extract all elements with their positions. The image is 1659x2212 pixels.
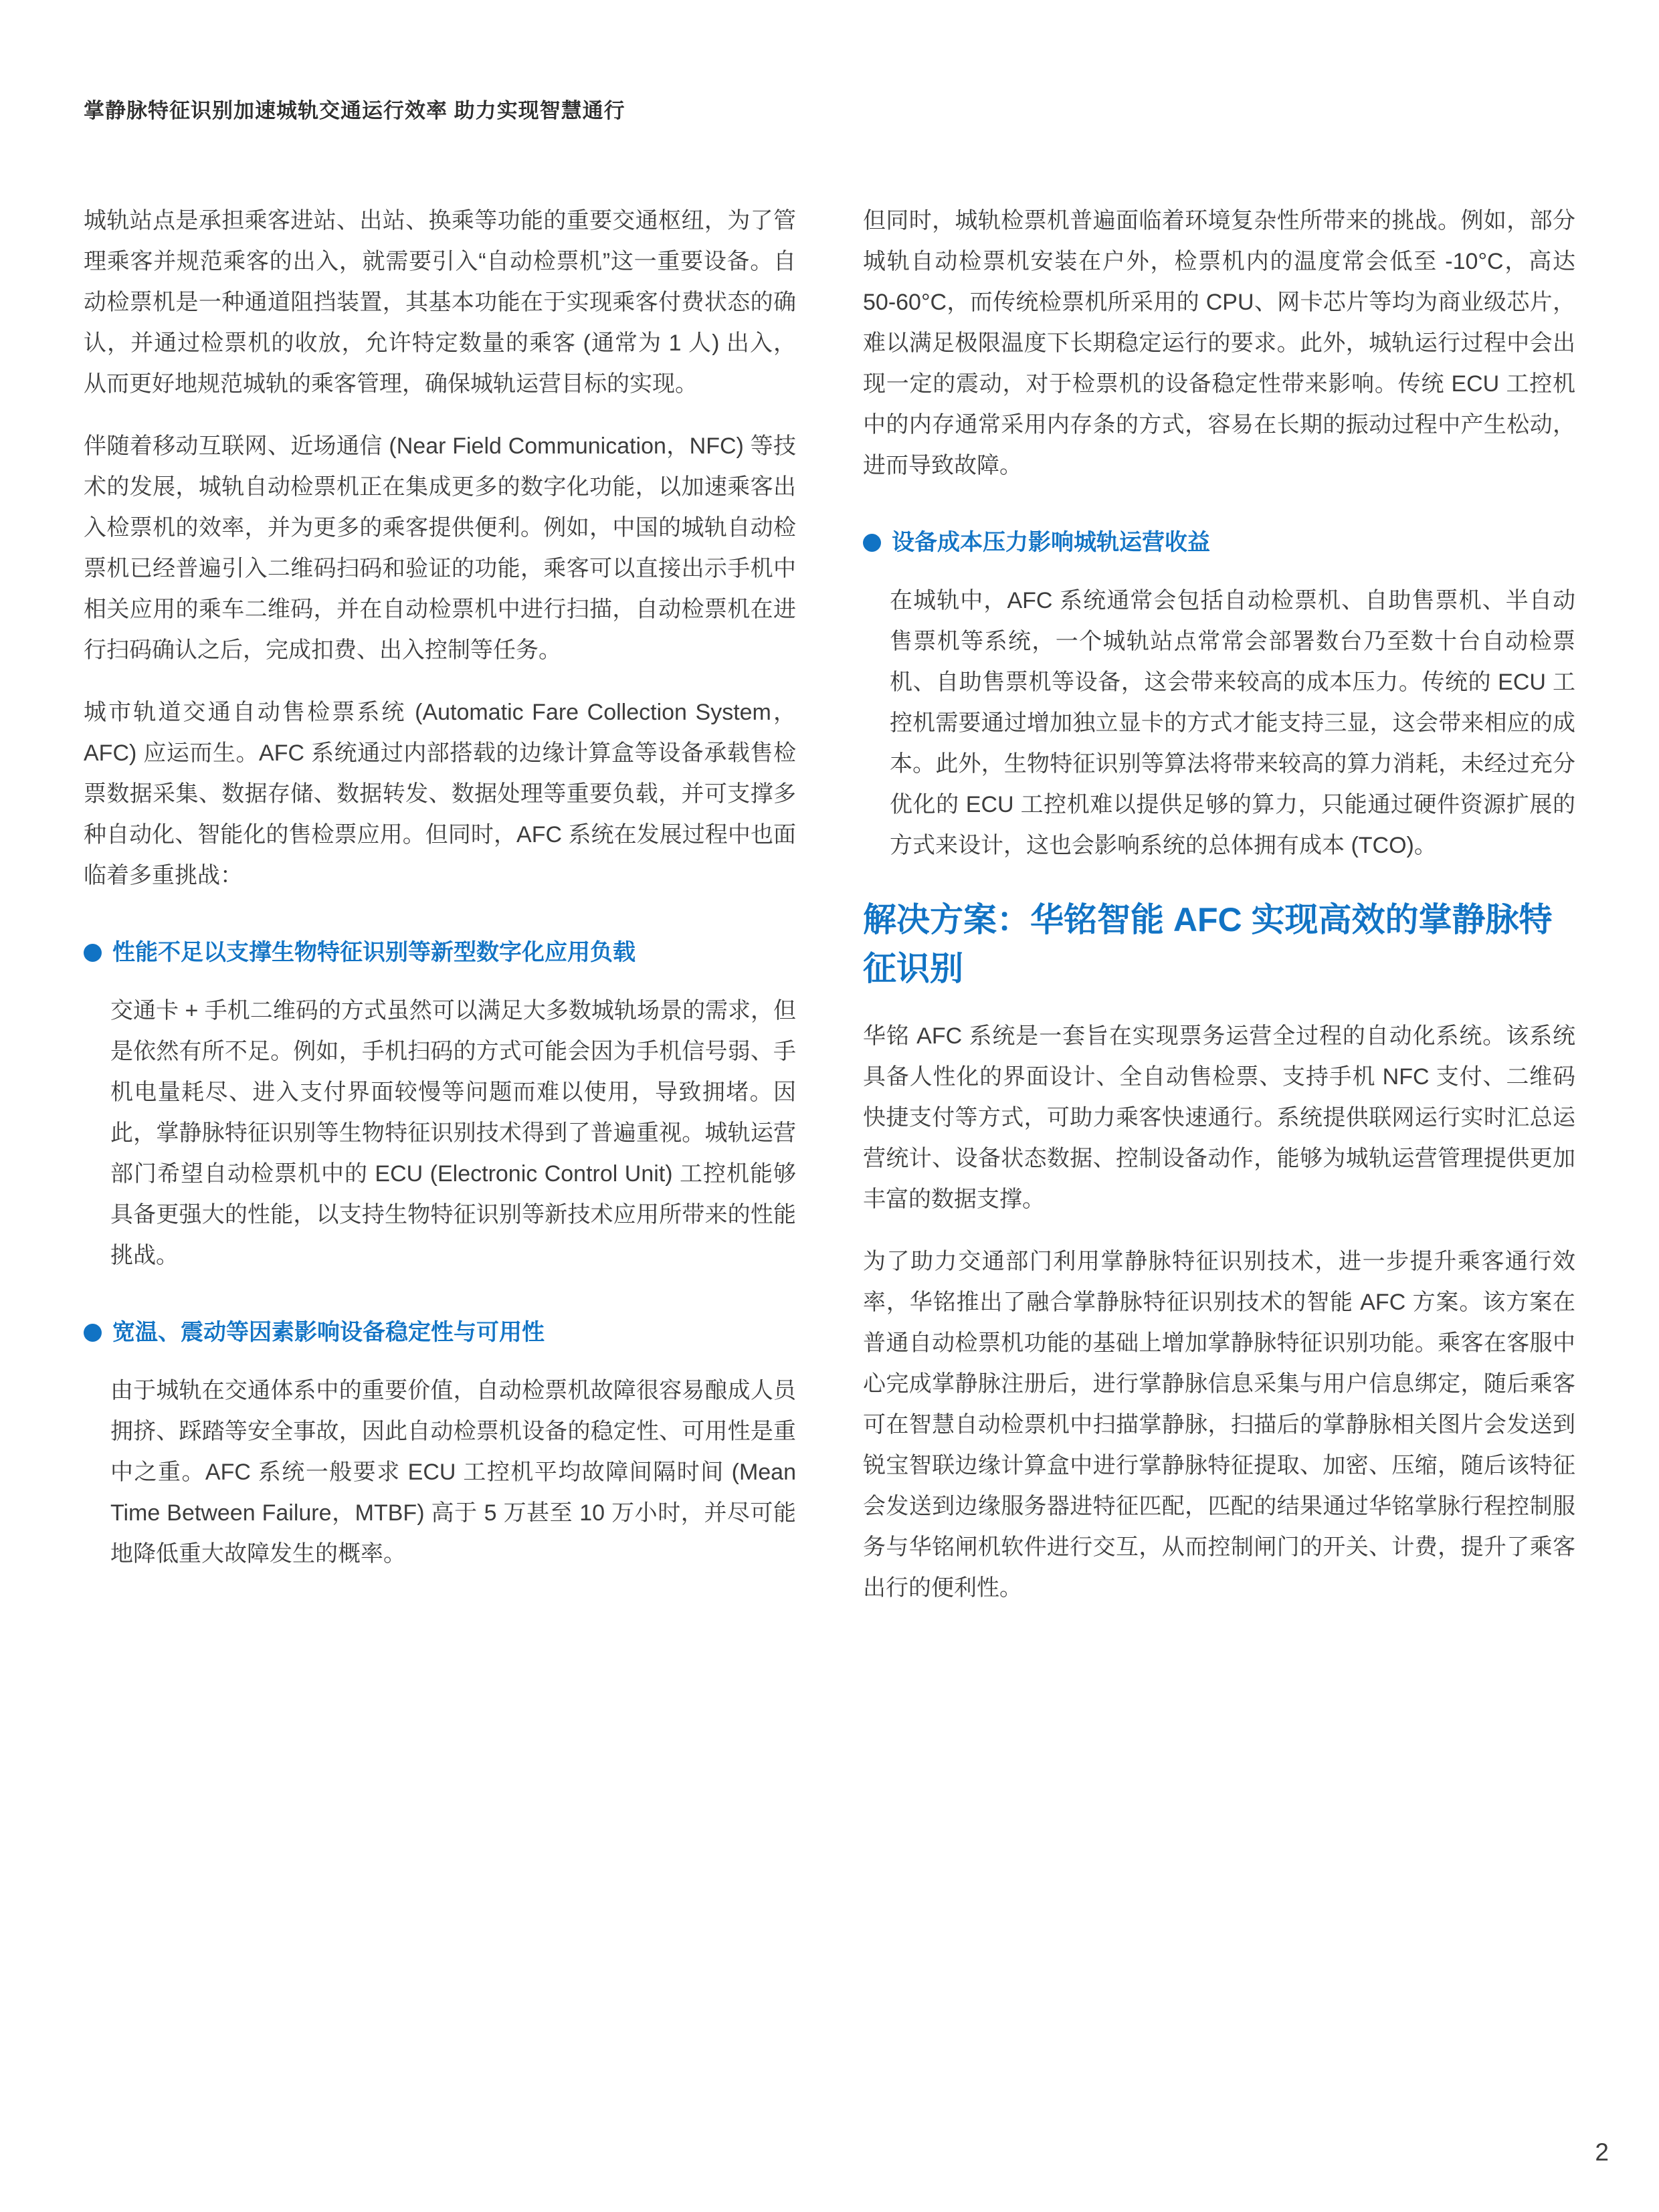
paragraph-rail-station-intro: 城轨站点是承担乘客进站、出站、换乘等功能的重要交通枢纽，为了管理乘客并规范乘客的出入，就需要引入“自动检票机”这一重要设备。自动检票机是一种通道阻挡装置，其基本功能在于实现乘客付费状态的确认，并通过检票机的收放，允许特定数量的乘客 (通常为 1 人) 出入，从而更好地规范城轨的乘客管理，确保城轨运营目标的实现。	[84, 208, 796, 397]
bullet-heading-stability	[84, 1312, 796, 1353]
solution-section-heading: 解决方案：华铭智能 AFC 实现高效的掌静脉特征识别	[863, 901, 1553, 987]
bullet-dot-icon	[863, 534, 881, 552]
document-header-title: 掌静脉特征识别加速城轨交通运行效率 助力实现智慧通行	[84, 99, 625, 122]
paragraph-nfc-digital-functions: 伴随着移动互联网、近场通信 (Near Field Communication，NFC) 等技术的发展，城轨自动检票机正在集成更多的数字化功能，以加速乘客出入检票机的效率，并为更多的乘客提供便利。例如，中国的城轨自动检票机已经普遍引入二维码扫码和验证的功能，乘客可以直接出示手机中相关应用的乘车二维码，并在自动检票机中进行扫描，自动检票机在进行扫码确认之后，完成扣费、出入控制等任务。	[84, 433, 796, 663]
page-number: 2	[1595, 2138, 1609, 2166]
bullet-heading-label: 设备成本压力影响城轨运营收益	[892, 530, 1210, 555]
bullet-heading-cost	[863, 522, 1575, 563]
bullet-dot-icon	[84, 944, 102, 962]
paragraph-environment-challenge: 但同时，城轨检票机普遍面临着环境复杂性所带来的挑战。例如，部分城轨自动检票机安装在户外，检票机内的温度常会低至 -10°C，高达 50-60°C，而传统检票机所采用的 CPU、网卡芯片等均为商业级芯片，难以满足极限温度下长期稳定运行的要求。此外，城轨运行过程中会出现一定的震动，对于检票机的设备稳定性带来影响。传统 ECU 工控机中的内存通常采用内存条的方式，容易在长期的振动过程中产生松动，进而导致故障。	[863, 208, 1575, 478]
paragraph-afc-system-intro: 城市轨道交通自动售检票系统 (Automatic Fare Collection System，AFC) 应运而生。AFC 系统通过内部搭载的边缘计算盒等设备承载售检票数据采集、数据存储、数据转发、数据处理等重要负载，并可支撑多种自动化、智能化的售检票应用。但同时，AFC 系统在发展过程中也面临着多重挑战：	[84, 700, 796, 888]
bullet-heading-performance	[84, 932, 796, 973]
paragraph-huaming-afc-overview: 华铭 AFC 系统是一套旨在实现票务运营全过程的自动化系统。该系统具备人性化的界面设计、全自动售检票、支持手机 NFC 支付、二维码快捷支付等方式，可助力乘客快速通行。系统提供联网运行实时汇总运营统计、设备状态数据、控制设备动作，能够为城轨运营管理提供更加丰富的数据支撑。	[863, 1023, 1575, 1212]
bullet-heading-label: 性能不足以支撑生物特征识别等新型数字化应用负载	[112, 940, 636, 965]
bullet-body-performance: 交通卡 + 手机二维码的方式虽然可以满足大多数城轨场景的需求，但是依然有所不足。例如，手机扫码的方式可能会因为手机信号弱、手机电量耗尽、进入支付界面较慢等问题而难以使用，导致拥堵。因此，掌静脉特征识别等生物特征识别技术得到了普遍重视。城轨运营部门希望自动检票机中的 ECU (Electronic Control Unit) 工控机能够具备更强大的性能，以支持生物特征识别等新技术应用所带来的性能挑战。	[110, 998, 796, 1268]
paragraph-palm-vein-flow: 为了助力交通部门利用掌静脉特征识别技术，进一步提升乘客通行效率，华铭推出了融合掌静脉特征识别技术的智能 AFC 方案。该方案在普通自动检票机功能的基础上增加掌静脉特征识别功能。乘客在客服中心完成掌静脉注册后，进行掌静脉信息采集与用户信息绑定，随后乘客可在智慧自动检票机中扫描掌静脉，扫描后的掌静脉相关图片会发送到锐宝智联边缘计算盒中进行掌静脉特征提取、加密、压缩，随后该特征会发送到边缘服务器进特征匹配，匹配的结果通过华铭掌脉行程控制服务与华铭闸机软件进行交互，从而控制闸门的开关、计费，提升了乘客出行的便利性。	[863, 1249, 1575, 1601]
left-column	[84, 201, 796, 1630]
bullet-body-cost: 在城轨中，AFC 系统通常会包括自动检票机、自助售票机、半自动售票机等系统，一个城轨站点常常会部署数台乃至数十台自动检票机、自助售票机等设备，这会带来较高的成本压力。传统的 ECU 工控机需要通过增加独立显卡的方式才能支持三显，这会带来相应的成本。此外，生物特征识别等算法将带来较高的算力消耗，未经过充分优化的 ECU 工控机难以提供足够的算力，只能通过硬件资源扩展的方式来设计，这也会影响系统的总体拥有成本 (TCO)。	[890, 588, 1575, 858]
two-column-body	[84, 201, 1575, 1630]
bullet-body-stability: 由于城轨在交通体系中的重要价值，自动检票机故障很容易酿成人员拥挤、踩踏等安全事故，因此自动检票机设备的稳定性、可用性是重中之重。AFC 系统一般要求 ECU 工控机平均故障间隔时间 (Mean Time Between Failure，MTBF) 高于 5 万甚至 10 万小时，并尽可能地降低重大故障发生的概率。	[110, 1378, 796, 1567]
right-column	[863, 201, 1575, 1630]
bullet-heading-label: 宽温、震动等因素影响设备稳定性与可用性	[112, 1320, 545, 1345]
bullet-dot-icon	[84, 1324, 102, 1342]
